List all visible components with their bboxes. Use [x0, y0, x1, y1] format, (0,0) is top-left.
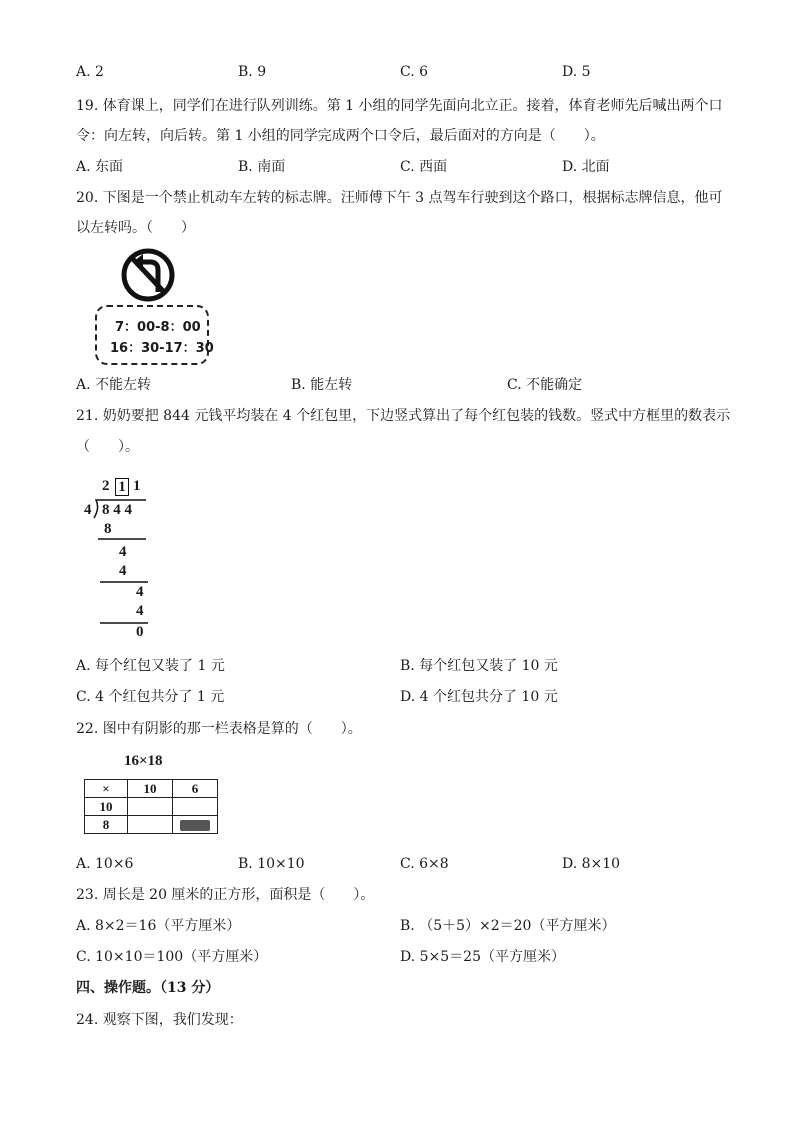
q22-option-d[interactable]: D. 8×10	[562, 856, 621, 872]
table-cell	[128, 816, 173, 834]
table-row-label-8: 8	[85, 816, 128, 834]
table-header-6: 6	[173, 780, 218, 798]
q23-option-b[interactable]: B. （5＋5）×2＝20（平方厘米）	[400, 918, 616, 934]
q18-option-b[interactable]: B. 9	[238, 64, 267, 80]
table-cell	[128, 798, 173, 816]
shaded-cell	[173, 816, 218, 834]
q20-option-c[interactable]: C. 不能确定	[507, 377, 583, 393]
long-division-figure	[80, 478, 160, 643]
q20-text-line2: 以左转吗。（ ）	[76, 220, 195, 236]
q19-option-b[interactable]: B. 南面	[238, 159, 286, 175]
q21-option-c[interactable]: C. 4 个红包共分了 1 元	[76, 689, 225, 705]
q24-text-line1: 24. 观察下图，我们发现：	[76, 1012, 243, 1028]
q23-option-a[interactable]: A. 8×2＝16（平方厘米）	[76, 918, 241, 934]
q22-text-line1: 22. 图中有阴影的那一栏表格是算的（ ）。	[76, 721, 362, 737]
q18-option-c[interactable]: C. 6	[400, 64, 429, 80]
quotient-digit-ones: 1	[133, 478, 141, 494]
table-header-times: ×	[85, 780, 128, 798]
q23-text-line1: 23. 周长是 20 厘米的正方形，面积是（ ）。	[76, 887, 375, 903]
q19-option-a[interactable]: A. 东面	[76, 159, 124, 175]
q19-option-d[interactable]: D. 北面	[562, 159, 610, 175]
quotient-digit-hundreds: 2	[102, 478, 110, 494]
q21-option-a[interactable]: A. 每个红包又装了 1 元	[76, 658, 225, 674]
division-step-2: 4	[119, 544, 127, 560]
q21-text-line2: （ ）。	[76, 439, 139, 455]
q21-text-line1: 21. 奶奶要把 844 元钱平均装在 4 个红包里，下边竖式算出了每个红包装的钱数。竖式中方框里的数表示	[76, 408, 731, 424]
table-row-label-10: 10	[85, 798, 128, 816]
multiplication-title: 16×18	[124, 753, 163, 769]
q22-option-b[interactable]: B. 10×10	[238, 856, 305, 872]
q22-option-a[interactable]: A. 10×6	[76, 856, 134, 872]
q22-option-c[interactable]: C. 6×8	[400, 856, 449, 872]
q20-text-line1: 20. 下图是一个禁止机动车左转的标志牌。汪师傅下午 3 点驾车行驶到这个路口，根据标志牌信息，他可	[76, 190, 723, 206]
division-step-1: 8	[104, 521, 112, 537]
q19-text-line1: 19. 体育课上，同学们在进行队列训练。第 1 小组的同学先面向北立正。接着，体育老师先后喊出两个口	[76, 98, 723, 114]
q18-option-a[interactable]: A. 2	[76, 64, 104, 80]
q19-text-line2: 令：向左转，向后转。第 1 小组的同学完成两个口令后，最后面对的方向是（ ）。	[76, 128, 605, 144]
q20-option-a[interactable]: A. 不能左转	[76, 377, 152, 393]
division-step-4: 4	[136, 584, 144, 600]
q23-option-c[interactable]: C. 10×10＝100（平方厘米）	[76, 949, 268, 965]
table-cell	[173, 798, 218, 816]
q19-option-c[interactable]: C. 西面	[400, 159, 448, 175]
sign-time-morning: 7：00-8：00	[115, 320, 201, 335]
section-heading: 四、操作题。（13 分）	[76, 980, 220, 996]
shading-mark	[180, 820, 210, 831]
multiplication-table	[84, 779, 218, 834]
q23-option-d[interactable]: D. 5×5＝25（平方厘米）	[400, 949, 565, 965]
division-remainder: 0	[136, 624, 144, 640]
sign-time-afternoon: 16：30-17：30	[110, 341, 214, 356]
quotient-digit-boxed: 1	[115, 478, 129, 496]
dividend: 8 4 4	[102, 502, 132, 518]
q18-option-d[interactable]: D. 5	[562, 64, 591, 80]
division-step-5: 4	[136, 603, 144, 619]
restriction-time-panel	[95, 305, 214, 365]
divisor: 4	[84, 502, 92, 518]
table-header-10: 10	[128, 780, 173, 798]
no-left-turn-sign-icon	[118, 246, 180, 304]
q20-option-b[interactable]: B. 能左转	[291, 377, 353, 393]
q21-option-d[interactable]: D. 4 个红包共分了 10 元	[400, 689, 558, 705]
division-step-3: 4	[119, 563, 127, 579]
q21-option-b[interactable]: B. 每个红包又装了 10 元	[400, 658, 558, 674]
